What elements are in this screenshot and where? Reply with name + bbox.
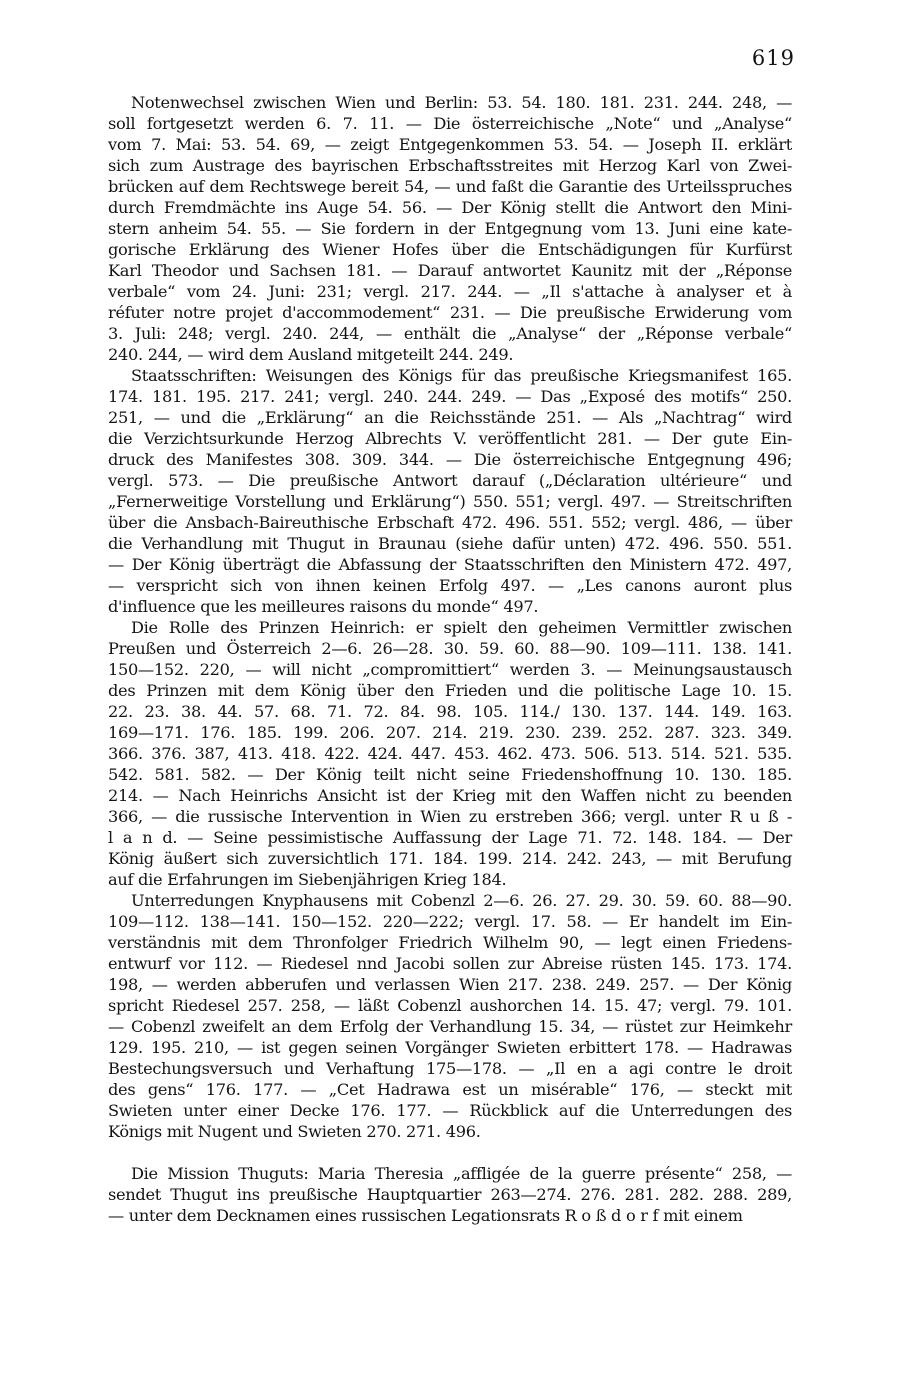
text-line: Bestechungsversuch und Verhaftung 175—178. — „Il en a agi contre le droit: [108, 1059, 792, 1078]
page-number: 619: [751, 46, 795, 70]
text-line: Karl Theodor und Sachsen 181. — Darauf antwortet Kaunitz mit der „Réponse: [108, 261, 792, 280]
text-line: Die Mission Thuguts: Maria Theresia „affligée de la guerre présente“ 258, —: [131, 1164, 792, 1183]
text-line: verbale“ vom 24. Juni: 231; vergl. 217. 244. — „Il s'attache à analyser et à: [108, 282, 792, 301]
text-line: verständnis mit dem Thronfolger Friedrich Wilhelm 90, — legt einen Friedens-: [108, 933, 792, 952]
text-line: — Cobenzl zweifelt an dem Erfolg der Verhandlung 15. 34, — rüstet zur Heimkehr: [108, 1017, 792, 1036]
text-line: Swieten unter einer Decke 176. 177. — Rückblick auf die Unterredungen des: [108, 1101, 792, 1120]
text-line: druck des Manifestes 308. 309. 344. — Die österreichische Entgegnung 496;: [108, 450, 792, 469]
text-line: König äußert sich zuversichtlich 171. 184. 199. 214. 242. 243, — mit Berufung: [108, 849, 792, 868]
text-line: die Verhandlung mit Thugut in Braunau (siehe dafür unten) 472. 496. 550. 551.: [108, 534, 792, 553]
text-line: Unterredungen Knyphausens mit Cobenzl 2—6. 26. 27. 29. 30. 59. 60. 88—90.: [131, 891, 792, 910]
text-line: Notenwechsel zwischen Wien und Berlin: 53. 54. 180. 181. 231. 244. 248, —: [131, 93, 792, 112]
text-line: spricht Riedesel 257. 258, — läßt Cobenzl aushorchen 14. 15. 47; vergl. 79. 101.: [108, 996, 792, 1015]
text-line: — Der König überträgt die Abfassung der Staatsschriften den Ministern 472. 497,: [108, 555, 792, 574]
index-paragraph: [108, 1163, 792, 1226]
text-line: des gens“ 176. 177. — „Cet Hadrawa est un misérable“ 176, — steckt mit: [108, 1080, 792, 1099]
text-line: d'influence que les meilleures raisons du monde“ 497.: [108, 597, 539, 616]
text-line: Die Rolle des Prinzen Heinrich: er spielt den geheimen Vermittler zwischen: [131, 618, 792, 637]
text-line: Königs mit Nugent und Swieten 270. 271. 496.: [108, 1122, 481, 1141]
text-line: entwurf vor 112. — Riedesel nnd Jacobi sollen zur Abreise rüsten 145. 173. 174.: [108, 954, 792, 973]
text-line: 3. Juli: 248; vergl. 240. 244, — enthält die „Analyse“ der „Réponse verbale“: [108, 324, 792, 343]
index-paragraph: [108, 890, 792, 1142]
text-line: stern anheim 54. 55. — Sie fordern in der Entgegnung vom 13. Juni eine kate-: [108, 219, 792, 238]
index-paragraph: [108, 365, 792, 617]
index-paragraph: [108, 92, 792, 365]
index-text-body: [108, 92, 792, 1226]
text-line: 542. 581. 582. — Der König teilt nicht seine Friedenshoffnung 10. 130. 185.: [108, 765, 792, 784]
text-line: 214. — Nach Heinrichs Ansicht ist der Krieg mit den Waffen nicht zu beenden: [108, 786, 792, 805]
text-line: — verspricht sich von ihnen keinen Erfolg 497. — „Les canons auront plus: [108, 576, 792, 595]
text-line: 240. 244, — wird dem Ausland mitgeteilt 244. 249.: [108, 345, 514, 364]
text-line: brücken auf dem Rechtswege bereit 54, — und faßt die Garantie des Urteilsspruches: [108, 177, 792, 196]
text-line: Staatsschriften: Weisungen des Königs für das preußische Kriegsmanifest 165.: [131, 366, 792, 385]
text-line: durch Fremdmächte ins Auge 54. 56. — Der König stellt die Antwort den Mini-: [108, 198, 792, 217]
paragraph-gap: [108, 1142, 792, 1163]
index-paragraph: [108, 617, 792, 890]
text-line: — unter dem Decknamen eines russischen Legationsrats R o ß d o r f mit einem: [108, 1206, 743, 1225]
text-line: soll fortgesetzt werden 6. 7. 11. — Die österreichische „Note“ und „Analyse“: [108, 114, 792, 133]
text-line: „Fernerweitige Vorstellung und Erklärung“) 550. 551; vergl. 497. — Streitschriften: [108, 492, 792, 511]
text-line: 251, — und die „Erklärung“ an die Reichsstände 251. — Als „Nachtrag“ wird: [108, 408, 792, 427]
text-line: vergl. 573. — Die preußische Antwort darauf („Déclaration ultérieure“ und: [108, 471, 792, 490]
text-line: auf die Erfahrungen im Siebenjährigen Krieg 184.: [108, 870, 507, 889]
text-line: l a n d. — Seine pessimistische Auffassung der Lage 71. 72. 148. 184. — Der: [108, 828, 792, 847]
text-line: 366. 376. 387, 413. 418. 422. 424. 447. 453. 462. 473. 506. 513. 514. 521. 535.: [108, 744, 792, 763]
text-line: sich zum Austrage des bayrischen Erbschaftsstreites mit Herzog Karl von Zwei-: [108, 156, 792, 175]
text-line: vom 7. Mai: 53. 54. 69, — zeigt Entgegenkommen 53. 54. — Joseph II. erklärt: [108, 135, 792, 154]
text-line: über die Ansbach-Baireuthische Erbschaft 472. 496. 551. 552; vergl. 486, — über: [108, 513, 792, 532]
text-line: 366, — die russische Intervention in Wien zu erstreben 366; vergl. unter R u ß -: [108, 807, 792, 826]
text-line: 129. 195. 210, — ist gegen seinen Vorgänger Swieten erbittert 178. — Hadrawas: [108, 1038, 792, 1057]
text-line: 198, — werden abberufen und verlassen Wien 217. 238. 249. 257. — Der König: [108, 975, 792, 994]
text-line: die Verzichtsurkunde Herzog Albrechts V. veröffentlicht 281. — Der gute Ein-: [108, 429, 792, 448]
text-line: 169—171. 176. 185. 199. 206. 207. 214. 219. 230. 239. 252. 287. 323. 349.: [108, 723, 792, 742]
text-line: 174. 181. 195. 217. 241; vergl. 240. 244. 249. — Das „Exposé des motifs“ 250.: [108, 387, 792, 406]
text-line: gorische Erklärung des Wiener Hofes über die Entschädigungen für Kurfürst: [108, 240, 792, 259]
text-line: sendet Thugut ins preußische Hauptquartier 263—274. 276. 281. 282. 288. 289,: [108, 1185, 792, 1204]
text-line: des Prinzen mit dem König über den Frieden und die politische Lage 10. 15.: [108, 681, 792, 700]
text-line: 22. 23. 38. 44. 57. 68. 71. 72. 84. 98. 105. 114./ 130. 137. 144. 149. 163.: [108, 702, 792, 721]
text-line: réfuter notre projet d'accommodement“ 231. — Die preußische Erwiderung vom: [108, 303, 792, 322]
text-line: 150—152. 220, — will nicht „compromittiert“ werden 3. — Meinungsaustausch: [108, 660, 792, 679]
text-line: Preußen und Österreich 2—6. 26—28. 30. 59. 60. 88—90. 109—111. 138. 141.: [108, 639, 792, 658]
text-line: 109—112. 138—141. 150—152. 220—222; vergl. 17. 58. — Er handelt im Ein-: [108, 912, 792, 931]
